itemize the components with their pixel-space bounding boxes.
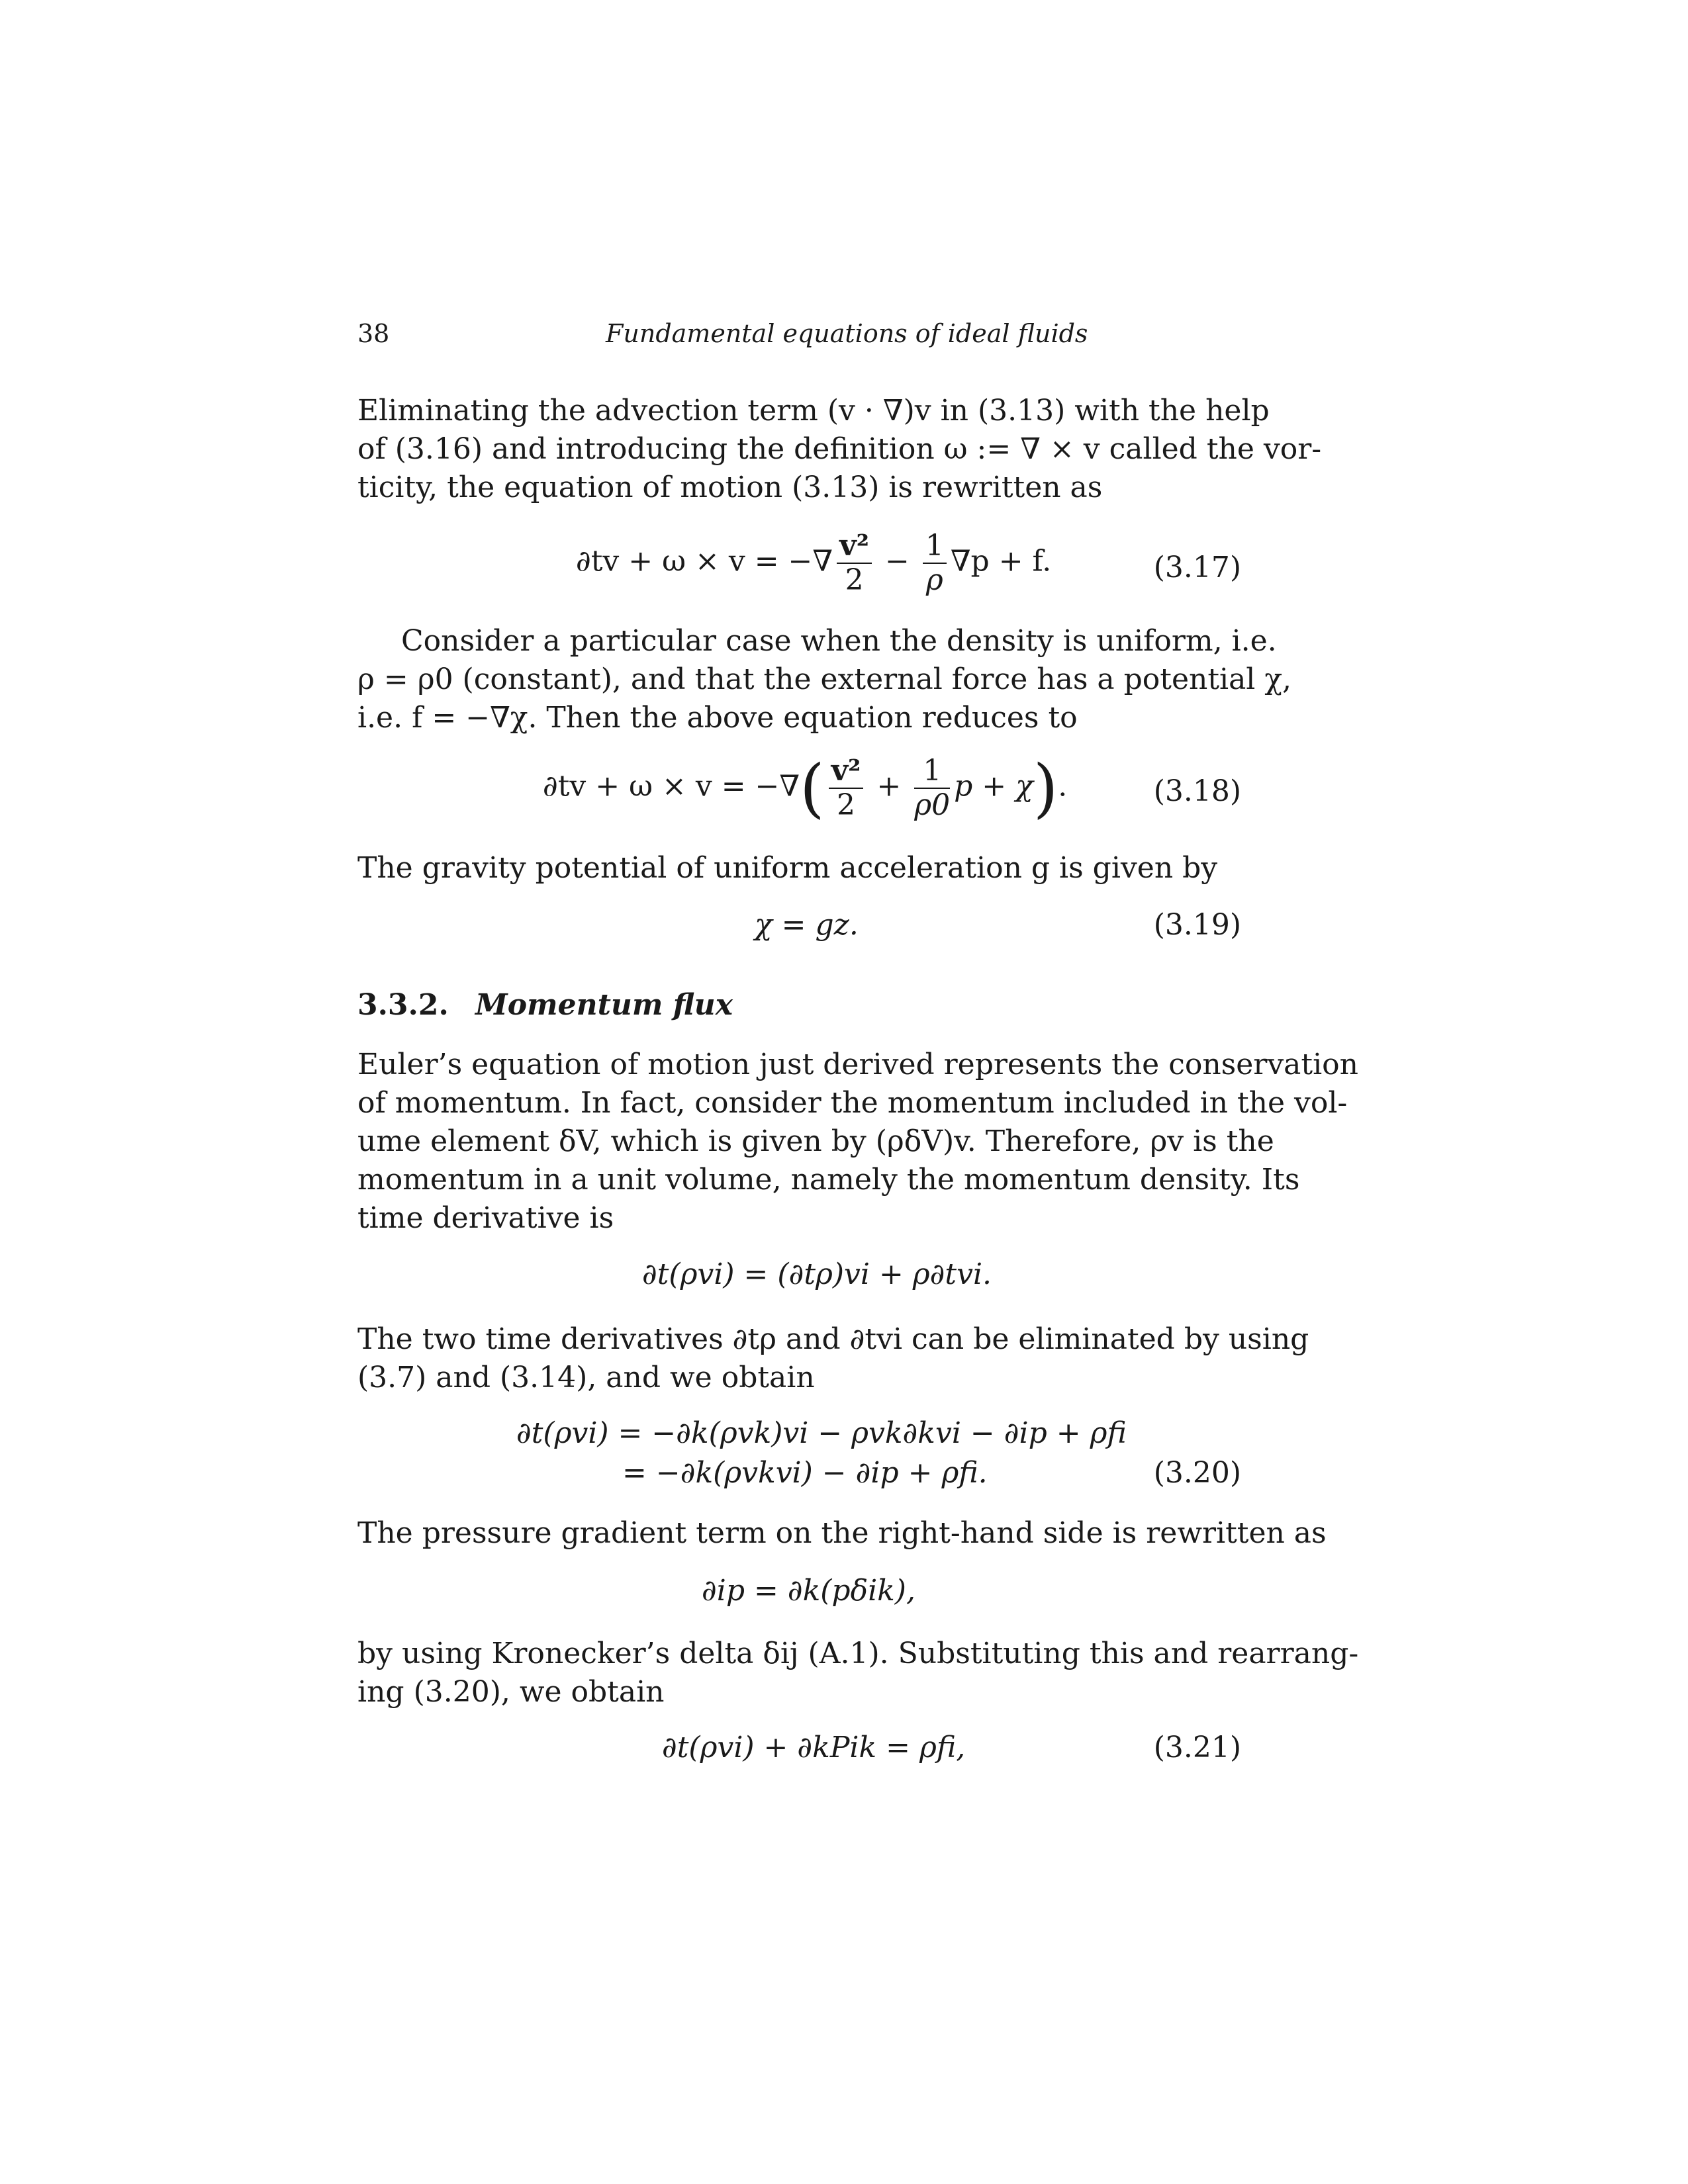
eq-terms: p + χ: [954, 769, 1033, 803]
text-line: Consider a particular case when the density is uniform, i.e.: [401, 624, 1277, 658]
fraction-numerator: v²: [837, 529, 872, 564]
paragraph-6: [357, 1514, 1327, 1553]
right-paren: ): [1033, 751, 1058, 825]
text-line: ume element δV, which is given by (ρδV)v. Therefore, ρv is the: [357, 1124, 1274, 1158]
fraction-denominator: 2: [837, 788, 856, 822]
eq-period: .: [1058, 769, 1068, 803]
section-number: 3.3.2.: [357, 988, 449, 1022]
text-line: ticity, the equation of motion (3.13) is rewritten as: [357, 471, 1103, 504]
equation-3-17: [576, 529, 1051, 609]
equation-number: (3.20): [1153, 1456, 1241, 1490]
text-line: by using Kronecker’s delta δij (A.1). Substituting this and rearrang-: [357, 1637, 1359, 1670]
fraction-numerator: v²: [829, 754, 864, 789]
paragraph-7: [357, 1635, 1359, 1711]
fraction: [829, 754, 864, 822]
fraction-denominator: 2: [845, 563, 864, 597]
text-line: The two time derivatives ∂tρ and ∂tvi can be eliminated by using: [357, 1322, 1309, 1356]
text-line: Euler’s equation of motion just derived represents the conservation: [357, 1048, 1358, 1081]
fraction: [914, 754, 950, 822]
equation-time-derivative: ∂t(ρvi) = (∂tρ)vi + ρ∂tvi.: [642, 1257, 992, 1291]
eq-operator: −: [875, 544, 919, 578]
text-line: of (3.16) and introducing the definition ω := ∇ × v called the vor-: [357, 432, 1322, 466]
equation-number: (3.18): [1153, 774, 1241, 808]
equation-3-18: [543, 751, 1067, 837]
text-line: i.e. f = −∇χ. Then the above equation reduces to: [357, 701, 1078, 735]
paragraph-2: [357, 622, 1292, 737]
text-line: Eliminating the advection term (v · ∇)v in (3.13) with the help: [357, 394, 1270, 428]
left-paren: (: [800, 751, 825, 825]
page-number: 38: [357, 319, 390, 348]
text-line: The gravity potential of uniform acceleration g is given by: [357, 851, 1218, 885]
fraction: [837, 529, 872, 597]
text-line: (3.7) and (3.14), and we obtain: [357, 1361, 815, 1394]
paragraph-1: [357, 392, 1322, 507]
fraction-numerator: 1: [914, 754, 950, 789]
equation-number: (3.21): [1153, 1731, 1241, 1764]
text-line: momentum in a unit volume, namely the momentum density. Its: [357, 1163, 1300, 1197]
section-title: Momentum flux: [475, 988, 733, 1022]
text-line: The pressure gradient term on the right-hand side is rewritten as: [357, 1516, 1327, 1550]
fraction-denominator: ρ: [925, 563, 943, 597]
equation-3-20-line-1: ∂t(ρvi) = −∂k(ρvk)vi − ρvk∂kvi − ∂ip + ρfi: [516, 1416, 1127, 1450]
equation-pressure: ∂ip = ∂k(pδik),: [702, 1574, 915, 1608]
eq-lhs: ∂tv + ω × v = −∇: [543, 769, 800, 803]
equation-number: (3.17): [1153, 551, 1241, 584]
eq-rhs: ∇p + f.: [950, 544, 1052, 578]
equation-number: (3.19): [1153, 908, 1241, 942]
fraction-denominator: ρ0: [914, 788, 951, 822]
paragraph-3: [357, 849, 1241, 887]
fraction-numerator: 1: [923, 529, 947, 564]
text-line: of momentum. In fact, consider the momentum included in the vol-: [357, 1086, 1348, 1120]
equation-3-20-line-2: = −∂k(ρvkvi) − ∂ip + ρfi.: [622, 1456, 988, 1490]
text-line: ing (3.20), we obtain: [357, 1675, 665, 1709]
running-title: Fundamental equations of ideal fluids: [606, 319, 1088, 348]
equation-3-19: χ = gz.: [755, 908, 859, 942]
text-line: ρ = ρ0 (constant), and that the external force has a potential χ,: [357, 662, 1292, 696]
paragraph-5: [357, 1320, 1309, 1397]
eq-operator: +: [867, 769, 911, 803]
text-line: time derivative is: [357, 1201, 614, 1235]
equation-3-21: ∂t(ρvi) + ∂kPik = ρfi,: [662, 1731, 966, 1764]
eq-lhs: ∂tv + ω × v = −∇: [576, 544, 833, 578]
fraction: [923, 529, 947, 597]
paragraph-4: [357, 1046, 1358, 1238]
